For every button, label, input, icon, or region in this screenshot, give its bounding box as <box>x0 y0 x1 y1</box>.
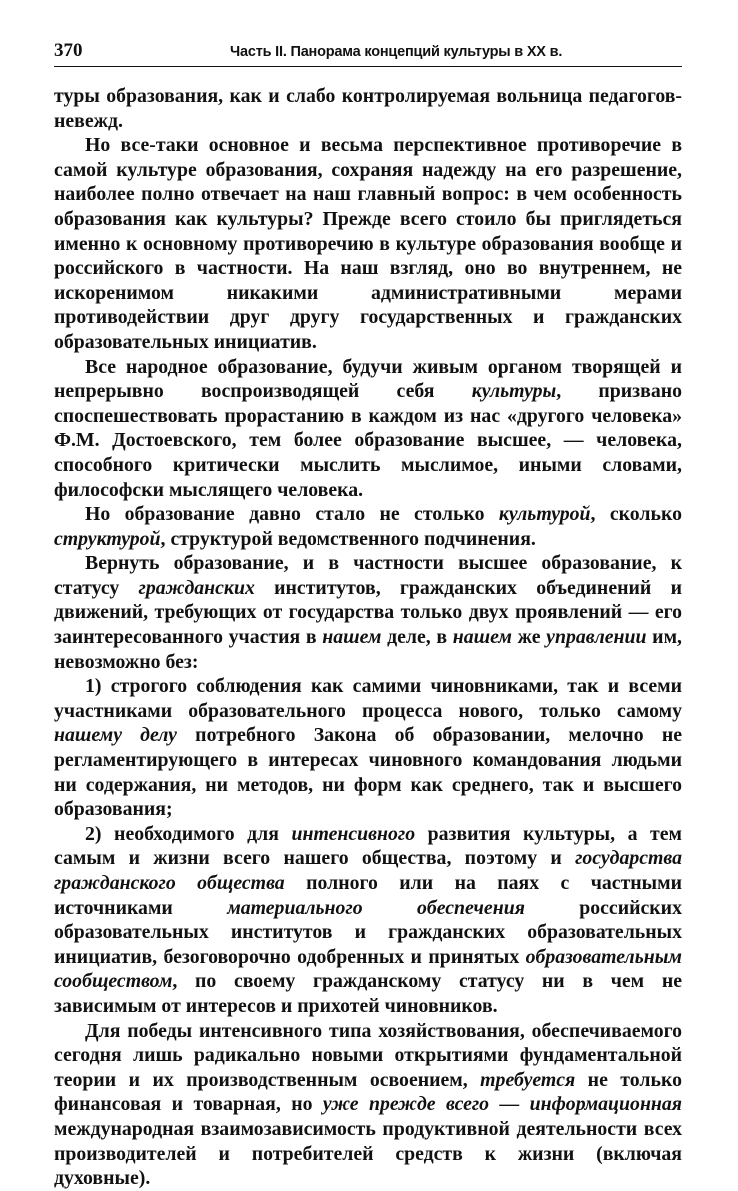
emphasis-text: управлении <box>546 626 647 649</box>
page-header <box>54 36 682 67</box>
emphasis-text: материального обеспечения <box>227 896 525 919</box>
paragraph <box>54 822 682 1019</box>
text-run: , по своему гражданскому статусу ни в чем не зависимым от интересов и прихотей чиновников. <box>54 970 682 1017</box>
text-run: Для победы интенсивного типа хозяйствования, обеспечиваемого сегодня лишь радикально новыми открытиями фундаментальной теории и их производственным освоением, <box>54 1019 682 1091</box>
emphasis-text: нашему делу <box>54 724 177 747</box>
emphasis-text: культуры <box>471 380 557 403</box>
book-page <box>54 36 682 1191</box>
text-run: же <box>511 626 547 649</box>
text-run: российских образовательных институтов и гражданских образовательных инициатив, безоговорочно одобренных и принятых <box>54 896 682 968</box>
text-run: полного или на паях с частными источниками <box>54 872 682 919</box>
emphasis-text: государства гражданского общества <box>54 847 682 894</box>
emphasis-text: нашем <box>322 626 382 649</box>
text-run: туры образования, как и слабо контролируемая вольница педагогов-невежд. <box>54 85 682 132</box>
text-run: не только финансовая и товарная, но <box>54 1068 682 1116</box>
emphasis-text: интенсивного <box>291 822 416 845</box>
text-run: , сколько <box>590 503 682 526</box>
emphasis-text: требуется <box>480 1068 576 1091</box>
text-run: 2) необходимого для <box>85 822 292 845</box>
paragraph <box>54 502 682 551</box>
text-run: институтов, гражданских объединений и движений, требующих от государства только двух проявлений — его заинтересованного участия в <box>54 576 682 649</box>
text-run: Все народное образование, будучи живым органом творящей и непрерывно воспроизводящей себя <box>54 355 682 403</box>
paragraph <box>54 1019 682 1191</box>
text-run: Но все-таки основное и весьма перспективное противоречие в самой культуре образования, сохраняя надежду на его разрешение, наиболее полно отвечает на наш главный вопрос: в чем особенность образования как культуры? Прежде всего стоило бы приглядеться именно к основному противоречию в культуре образования вообще и российского в частности. На наш взгляд, оно во внутреннем, не искоренимом никакими административными мерами противодействии друг другу государственных и гражданских образовательных инициатив. <box>54 134 682 353</box>
paragraph <box>54 355 682 503</box>
emphasis-text: структурой <box>54 527 161 550</box>
text-run: , призвано споспешествовать прорастанию в каждом из нас «другого человека» Ф.М. Достоевского, тем более образование высшее, — человека, способного критически мыслить мыслимое, иными словами, философски мыслящего человека. <box>54 380 682 501</box>
paragraph <box>54 674 682 822</box>
paragraph <box>54 133 682 354</box>
emphasis-text: гражданских <box>138 576 255 599</box>
emphasis-text: культурой <box>498 503 591 526</box>
text-run: 1) строгого соблюдения как самими чиновниками, так и всеми участниками образовательного процесса нового, только самому <box>54 675 682 722</box>
text-run: развития культуры, а тем самым и жизни всего нашего общества, поэтому и <box>54 822 683 870</box>
text-run: им, невозможно без: <box>54 626 682 673</box>
body-text <box>54 84 682 1191</box>
text-run: деле, в <box>381 626 453 649</box>
emphasis-text: уже прежде всего — информационная <box>322 1093 682 1116</box>
page-number: 370 <box>54 40 83 61</box>
running-title: Часть II. Панорама концепций культуры в XX в. <box>230 44 563 60</box>
emphasis-text: образовательным сообществом <box>54 945 682 993</box>
text-run: Вернуть образование, и в частности высшее образование, к статусу <box>54 552 682 599</box>
emphasis-text: нашем <box>452 626 512 649</box>
text-run: потребного Закона об образовании, мелочно не регламентирующего в интересах чиновного командования людьми ни содержания, ни методов, ни форм как среднего, так и высшего образования; <box>54 724 682 821</box>
text-run: , структурой ведомственного подчинения. <box>160 527 536 550</box>
paragraph <box>54 84 682 133</box>
paragraph <box>54 551 682 674</box>
text-run: международная взаимозависимость продуктивной деятельности всех производителей и потребителей средств к жизни (включая духовные). <box>54 1117 682 1190</box>
text-run: Но образование давно стало не столько <box>85 503 499 526</box>
